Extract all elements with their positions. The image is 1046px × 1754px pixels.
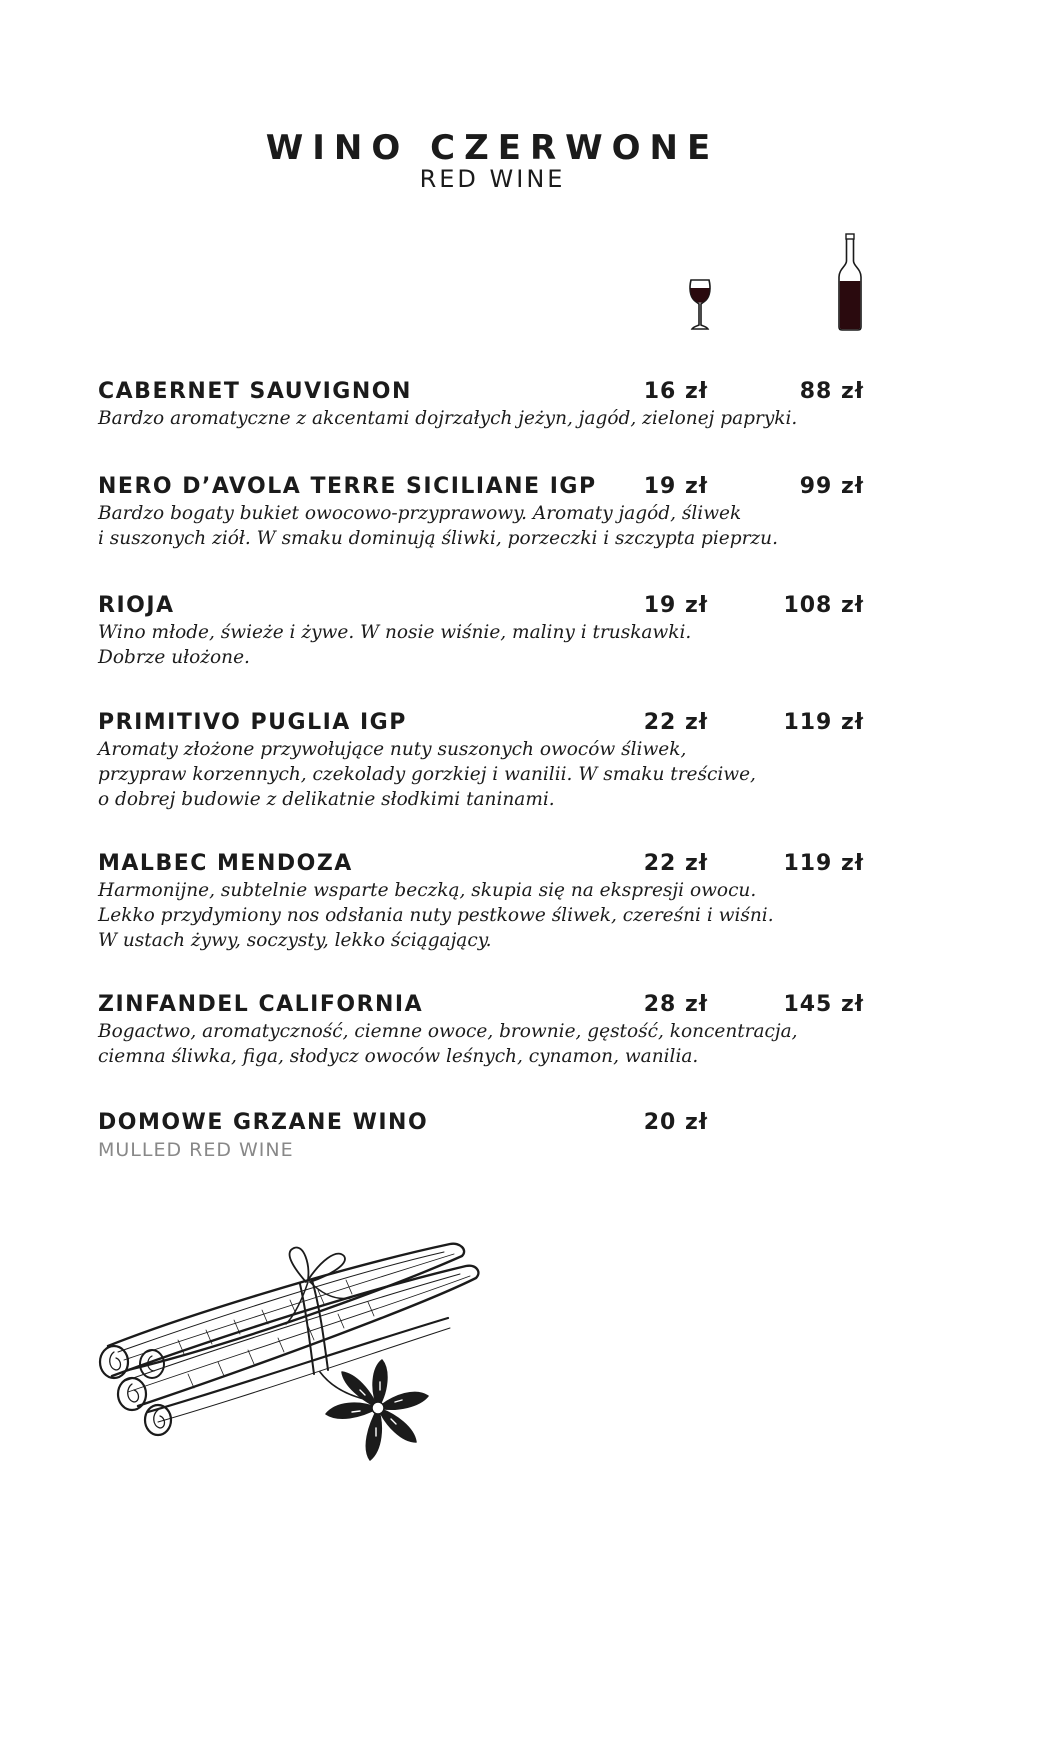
wine-description: Lekko przydymiony nos odsłania nuty pestkowe śliwek, czereśni i wiśni. <box>98 905 774 926</box>
price-bottle: 88 zł <box>799 379 864 404</box>
wine-description: Wino młode, świeże i żywe. W nosie wiśnie, maliny i truskawki. <box>98 622 692 643</box>
price-glass: 19 zł <box>643 474 708 499</box>
wine-description: Bogactwo, aromatyczność, ciemne owoce, brownie, gęstość, koncentracja, <box>98 1021 798 1042</box>
wine-description: Bardzo bogaty bukiet owocowo-przyprawowy. Aromaty jagód, śliwek <box>98 503 742 524</box>
wine-description: i suszonych ziół. W smaku dominują śliwki, porzeczki i szczypta pieprzu. <box>98 528 778 549</box>
wine-name: MALBEC MENDOZA <box>98 851 353 876</box>
wine-name: ZINFANDEL CALIFORNIA <box>98 992 424 1017</box>
wine-bottle-icon <box>837 233 863 331</box>
page-title: WINO CZERWONE <box>265 128 720 168</box>
wine-name: NERO D’AVOLA TERRE SICILIANE IGP <box>98 474 597 499</box>
wine-name: RIOJA <box>98 593 175 618</box>
price-bottle: 108 zł <box>783 593 864 618</box>
wine-glass-icon <box>688 279 712 331</box>
price-bottle: 145 zł <box>783 992 864 1017</box>
page-subtitle: RED WINE <box>419 165 566 193</box>
wine-item-cabernet <box>98 378 878 431</box>
price-glass: 22 zł <box>643 851 708 876</box>
price-glass: 28 zł <box>643 992 708 1017</box>
wine-item-mulled-wine <box>98 1109 878 1163</box>
wine-item-malbec <box>98 850 878 953</box>
wine-description: Bardzo aromatyczne z akcentami dojrzałych jeżyn, jagód, zielonej papryki. <box>98 408 798 429</box>
wine-item-nero-davola <box>98 473 878 551</box>
wine-description: Aromaty złożone przywołujące nuty suszonych owoców śliwek, <box>98 739 687 760</box>
wine-description: o dobrej budowie z delikatnie słodkimi taninami. <box>98 789 555 810</box>
cinnamon-star-anise-illustration <box>88 1240 488 1480</box>
price-glass: 16 zł <box>643 379 708 404</box>
wine-english-name: MULLED RED WINE <box>98 1139 294 1161</box>
price-glass: 20 zł <box>643 1110 708 1135</box>
wine-description: przypraw korzennych, czekolady gorzkiej i wanilii. W smaku treściwe, <box>98 764 756 785</box>
price-bottle: 119 zł <box>783 851 864 876</box>
price-bottle: 99 zł <box>799 474 864 499</box>
price-bottle: 119 zł <box>783 710 864 735</box>
price-glass: 22 zł <box>643 710 708 735</box>
wine-item-primitivo <box>98 709 878 812</box>
wine-name: PRIMITIVO PUGLIA IGP <box>98 710 407 735</box>
wine-name: CABERNET SAUVIGNON <box>98 379 412 404</box>
wine-description: Dobrze ułożone. <box>98 647 250 668</box>
wine-name: DOMOWE GRZANE WINO <box>98 1110 429 1135</box>
wine-item-rioja <box>98 592 878 670</box>
wine-description: W ustach żywy, soczysty, lekko ściągający. <box>98 930 492 951</box>
price-glass: 19 zł <box>643 593 708 618</box>
wine-description: ciemna śliwka, figa, słodycz owoców leśnych, cynamon, wanilia. <box>98 1046 699 1067</box>
wine-item-zinfandel <box>98 991 878 1069</box>
wine-description: Harmonijne, subtelnie wsparte beczką, skupia się na ekspresji owocu. <box>98 880 757 901</box>
menu-header <box>0 128 985 194</box>
